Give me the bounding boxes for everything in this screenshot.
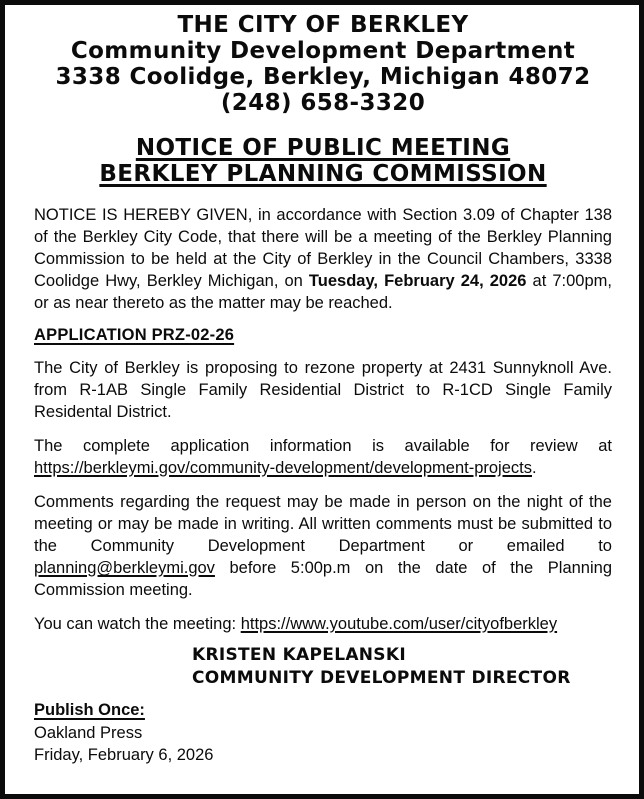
org-name: THE CITY OF BERKLEY [177,12,469,38]
signature-title: COMMUNITY DEVELOPMENT DIRECTOR [192,668,571,688]
application-number: APPLICATION PRZ-02-26 [34,326,235,344]
address-line: 3338 Coolidge, Berkley, Michigan 48072 [55,64,591,90]
paragraph-watch-meeting-text: You can watch the meeting: [34,615,241,633]
notice-title-line2-text: BERKLEY PLANNING COMMISSION [99,161,547,187]
publish-once-label-text: Publish Once: [34,701,145,719]
publish-block [34,699,612,767]
notice-title-line1-text: NOTICE OF PUBLIC MEETING [135,135,511,161]
paragraph-watch-meeting [34,613,612,635]
paragraph-application-info [34,435,612,479]
paragraph-application-info-tail: . [531,459,537,477]
application-heading [34,326,612,345]
paragraph-rezone: The City of Berkley is proposing to rezone property at 2431 Sunnyknoll Ave. from R-1AB Single Family Residential District to R-1CD Single Family Residental District. [34,359,612,421]
publish-date: Friday, February 6, 2026 [34,746,214,764]
notice-title-line1 [34,135,612,161]
meeting-date: Tuesday, February 24, 2026 [308,272,527,290]
department-name: Community Development Department [70,38,576,64]
notice-title-line2 [34,161,612,187]
paragraph-comments-tail: before 5:00p.m on the date of the Planning Commission meeting. [34,559,612,599]
notice-title [34,135,612,187]
signature-block [192,644,612,690]
publish-once-label [34,699,612,722]
paragraph-notice-given-tail: at 7:00pm, or as near thereto as the matter may be reached. [34,272,612,312]
publish-source: Oakland Press [34,723,143,742]
signature-name: KRISTEN KAPELANSKI [192,645,406,665]
paragraph-notice-given [34,204,612,314]
youtube-link[interactable]: https://www.youtube.com/user/cityofberkley [240,615,558,633]
paragraph-comments-text: Comments regarding the request may be made in person on the night of the meeting or may be made in writing. All written comments must be submitted to the Community Development Department or emailed to [34,493,612,555]
planning-email-link[interactable]: planning@berkleymi.gov [34,559,215,577]
paragraph-comments [34,491,612,601]
paragraph-application-info-text: The complete application information is available for review at [34,437,612,455]
phone-number: (248) 658-3320 [220,90,426,116]
development-projects-url-link[interactable]: https://berkleymi.gov/community-development/development-projects [34,459,532,477]
paragraph-notice-given-text: NOTICE IS HEREBY GIVEN, in accordance with Section 3.09 of Chapter 138 of the Berkley City Code, that there will be a meeting of the Berkley Planning Commission to be held at the City of Berkley in the Council Chambers, 3338 Coolidge Hwy, Berkley Michigan, on [34,206,612,290]
document-header [34,12,612,116]
notice-body [34,204,612,767]
